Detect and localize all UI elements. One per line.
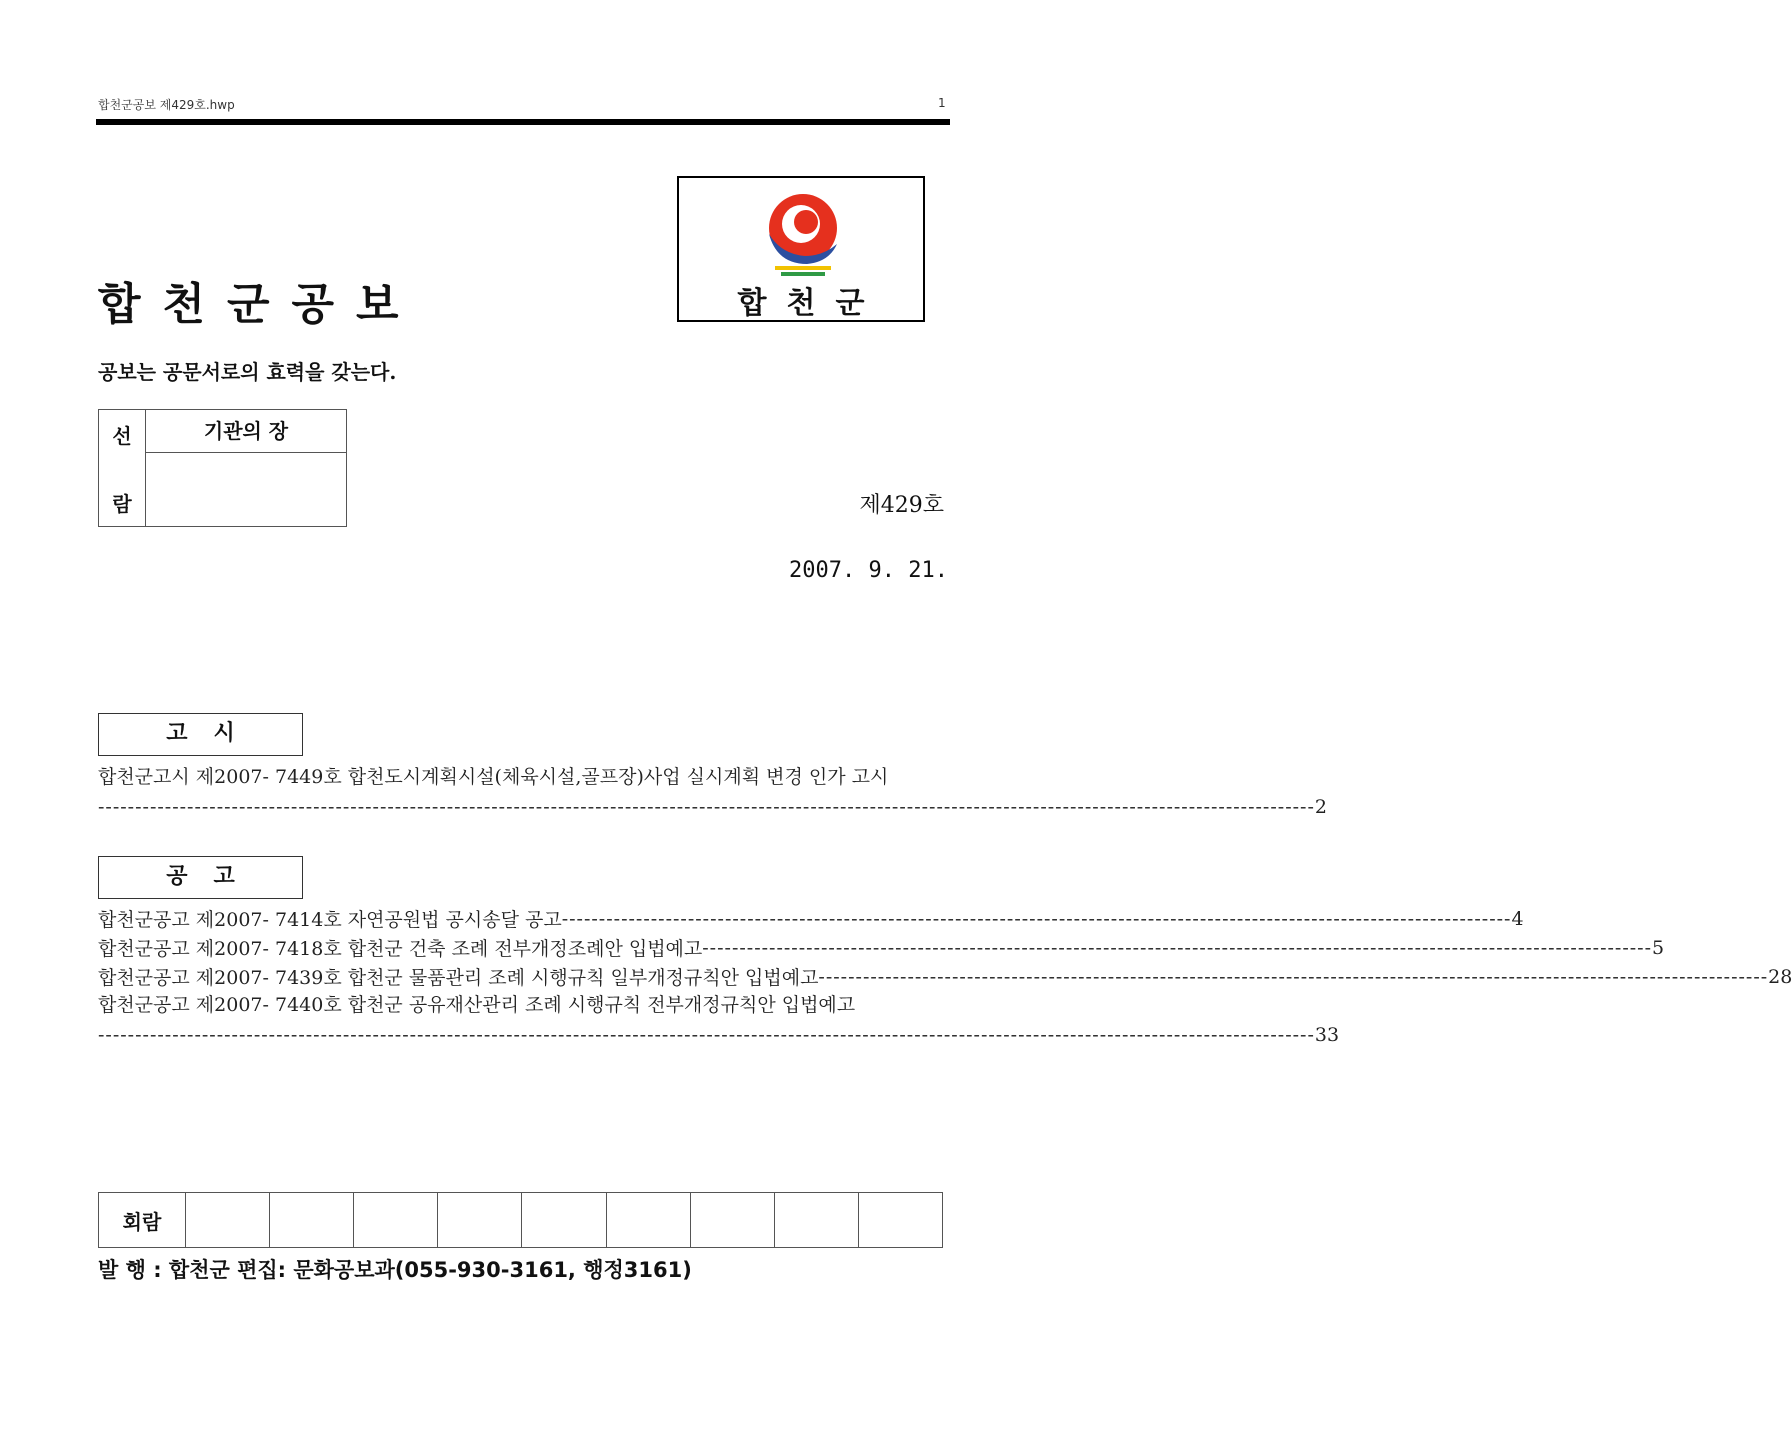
toc-item-text: 합천군공고 제2007- 7414호 자연공원법 공시송달 공고: [98, 909, 562, 931]
section-header-notice: 고시: [98, 713, 303, 756]
toc-leader: --------------------------------------------------------------------------------------------------------------------------------: [561, 907, 1512, 930]
routing-box: [98, 409, 347, 527]
routing-label-bottom: 람: [112, 492, 132, 516]
toc-item-text: 합천군공고 제2007- 7418호 합천군 건축 조례 전부개정조례안 입법예고: [98, 938, 703, 960]
toc-item: [98, 933, 1665, 962]
routing-label-column: [99, 410, 146, 526]
toc-leader: --------------------------------------------------------------------------------------------------------------------------------------------------------------------: [98, 795, 1315, 818]
toc-item: [98, 962, 1792, 991]
toc-page: 4: [1511, 907, 1524, 930]
toc-item-text: 합천군공고 제2007- 7439호 합천군 물품관리 조례 시행규칙 일부개정규칙안 입법예고: [98, 967, 819, 989]
document-filename: 합천군공보 제429호.hwp: [98, 98, 235, 112]
header-rule: [96, 119, 950, 125]
county-logo-box: [677, 176, 925, 322]
routing-header: 기관의 장: [146, 410, 346, 453]
circulation-cell: [522, 1193, 606, 1248]
toc-item: [98, 1020, 1340, 1049]
toc-leader: --------------------------------------------------------------------------------------------------------------------------------: [818, 965, 1769, 988]
toc-leader: --------------------------------------------------------------------------------------------------------------------------------: [702, 936, 1653, 959]
routing-label-top: 선: [112, 424, 132, 448]
toc-leader: --------------------------------------------------------------------------------------------------------------------------------------------------------------------: [98, 1023, 1315, 1046]
circulation-cell: [354, 1193, 438, 1248]
toc-page: 33: [1314, 1023, 1340, 1046]
circulation-table: [98, 1192, 943, 1248]
logo-county-name: 합천군: [737, 286, 885, 321]
circulation-cell: [858, 1193, 942, 1248]
publisher-info: 발 행 : 합천군 편집: 문화공보과(055-930-3161, 행정3161): [98, 1258, 692, 1282]
toc-page: 28: [1768, 965, 1792, 988]
circulation-cell: [270, 1193, 354, 1248]
circulation-cell: [774, 1193, 858, 1248]
page-number: 1: [938, 96, 946, 110]
issue-number: 제429호: [859, 493, 944, 518]
toc-item: [98, 792, 1327, 821]
bulletin-subtitle: 공보는 공문서로의 효력을 갖는다.: [98, 360, 397, 384]
issue-date: 2007. 9. 21.: [789, 558, 948, 583]
circulation-cell: [186, 1193, 270, 1248]
toc-item-text: 합천군공고 제2007- 7440호 합천군 공유재산관리 조례 시행규칙 전부개정규칙안 입법예고: [98, 994, 856, 1016]
toc-item: [98, 904, 1524, 933]
circulation-cell: [438, 1193, 522, 1248]
bulletin-title: 합천군공보: [98, 279, 421, 330]
section-header-announcement: 공고: [98, 856, 303, 899]
county-emblem-icon: [757, 188, 847, 280]
toc-item-text: 합천군고시 제2007- 7449호 합천도시계획시설(체육시설,골프장)사업 실시계획 변경 인가 고시: [98, 766, 889, 788]
toc-page: 5: [1652, 936, 1665, 959]
circulation-cell: [690, 1193, 774, 1248]
circulation-cell: [606, 1193, 690, 1248]
circulation-label: 회람: [99, 1193, 186, 1248]
toc-page: 2: [1314, 795, 1327, 818]
